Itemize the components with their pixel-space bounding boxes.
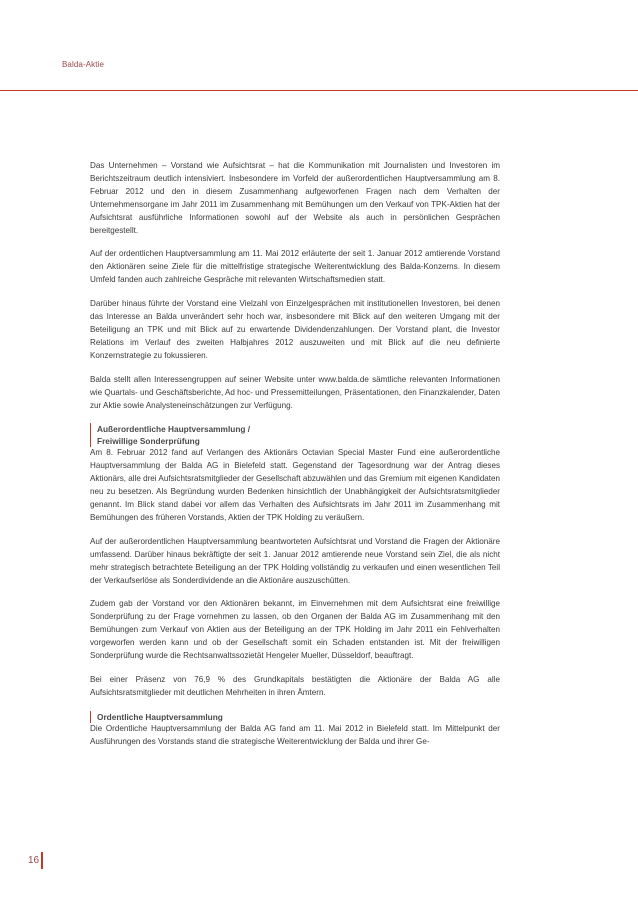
section-label: Balda-Aktie [62, 60, 105, 69]
paragraph: Darüber hinaus führte der Vorstand eine Vielzahl von Einzelgesprächen mit institutionellen Investoren, bei denen das Interesse an Balda unverändert sehr hoch war, insbesondere mit Blick auf den weiteren Umgang mit der Beteiligung an TPK und mit Blick auf zu erwartende Dividendenzahlungen. Der Vorstand plant, die Investor Relations im Verlauf des zweiten Halbjahres 2012 auszuweiten und mit Blick auf die neu definierte Konzernstrategie zu fokussieren. [90, 299, 500, 360]
page-number: 16 [28, 855, 40, 866]
paragraph: Die Ordentliche Hauptversammlung der Balda AG fand am 11. Mai 2012 in Bielefeld statt. Im Mittelpunkt der Ausführungen des Vorstands stand die strategische Weiterentwicklung der Balda und ihrer Ge- [90, 723, 500, 746]
heading-line: Freiwillige Sonderprüfung [97, 436, 200, 447]
body-text [90, 160, 500, 760]
section-heading [90, 711, 500, 723]
paragraph: Das Unternehmen – Vorstand wie Aufsichtsrat – hat die Kommunikation mit Journalisten und Investoren im Berichtszeitraum deutlich intensiviert. Insbesondere im Vorfeld der außerordentlichen Hauptversammlung am 8. Februar 2012 und den in diesem Zusammenhang aufgeworfenen Fragen nach dem Verhalten der Unternehmensorgane im Jahr 2011 im Zusammenhang mit Bemühungen um den Verkauf von TPK-Aktien hat der Aufsichtsrat ausführliche Informationen sowohl auf der Website als auch in persönlichen Gesprächen bereitgestellt. [90, 161, 500, 235]
paragraph: Zudem gab der Vorstand vor den Aktionären bekannt, im Einvernehmen mit dem Aufsichtsrat eine freiwillige Sonderprüfung zu der Frage vornehmen zu lassen, ob den Organen der Balda AG im Zusammenhang mit den Bemühungen zum Verkauf von Aktien aus der Beteiligung an der TPK Holding im Jahr 2011 ein Fehlverhalten vorgeworfen werden kann und ob der Gesellschaft somit ein Schaden entstanden ist. Mit der freiwilligen Sonderprüfung wurde die Rechtsanwaltssozietät Hengeler Mueller, Düsseldorf, beauftragt. [90, 599, 500, 661]
paragraph: Bei einer Präsenz von 76,9 % des Grundkapitals bestätigten die Aktionäre der Balda AG alle Aufsichtsratsmitglieder mit deutlichen Mehrheiten in ihren Ämtern. [90, 675, 500, 697]
paragraph: Auf der ordentlichen Hauptversammlung am 11. Mai 2012 erläuterte der seit 1. Januar 2012 amtierende Vorstand den Aktionären seine Ziele für die mittelfristige strategische Weiterentwicklung des Balda-Konzerns. In diesem Umfeld fanden auch zahlreiche Gespräche mit relevanten Wirtschaftsmedien statt. [90, 249, 500, 285]
header-divider [0, 90, 638, 91]
heading-line: Außerordentliche Hauptversammlung / [97, 424, 251, 435]
paragraph: Balda stellt allen Interessengruppen auf seiner Website unter www.balda.de sämtliche relevanten Informationen wie Quartals- und Geschäftsberichte, Ad hoc- und Pressemitteilungen, Präsentationen, den Finanzkalender, Daten zur Aktie sowie Analysteneinschätzungen zur Verfügung. [90, 374, 500, 410]
section-heading [90, 423, 500, 447]
paragraph: Auf der außerordentlichen Hauptversammlung beantworteten Aufsichtsrat und Vorstand die Fragen der Aktionäre umfassend. Darüber hinaus bekräftigte der seit 1. Januar 2012 amtierende neue Vorstand sein Ziel, die als nicht mehr strategisch betrachtete Beteiligung an der TPK Holding vollständig zu verkaufen und einen wesentlichen Teil der Verkaufserlöse als Sonderdividende an die Aktionäre auszuschütten. [90, 536, 500, 585]
paragraph: Am 8. Februar 2012 fand auf Verlangen des Aktionärs Octavian Special Master Fund eine außerordentliche Hauptversammlung der Balda AG in Bielefeld statt. Gegenstand der Tagesordnung war der Antrag dieses Aktionärs, alle drei Aufsichtsratsmitglieder der Gesellschaft abzuwählen und das Gremium mit eigenen Kandidaten neu zu besetzen. Als Begründung wurden Bedenken hinsichtlich der Unabhängigkeit der Aufsichtsratsmitglieder genannt. Im Blick stand dabei vor allem das Verhalten des Aufsichtsrats im Jahr 2011 im Zusammenhang mit Bemühungen des früheren Vorstands, Aktien der TPK Holding zu veräußern. [90, 448, 500, 522]
page-number-divider [41, 852, 43, 869]
heading-line: Ordentliche Hauptversammlung [97, 711, 223, 722]
